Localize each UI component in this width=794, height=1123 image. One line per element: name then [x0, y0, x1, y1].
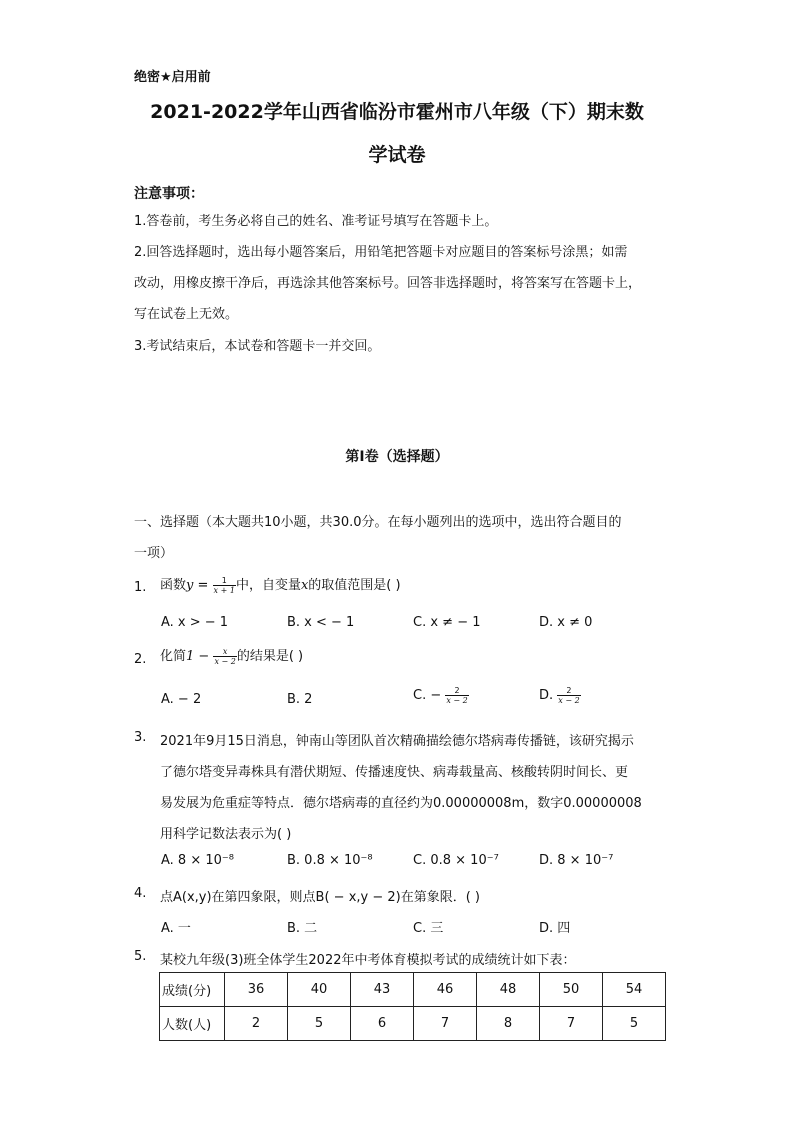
q2-d-den: x − 2 [558, 696, 580, 705]
table-cell: 7 [414, 1007, 477, 1041]
option-a: A. − 2 [161, 692, 202, 707]
question-number: 3. [134, 730, 147, 745]
table-cell: 5 [603, 1007, 666, 1041]
table-row [160, 973, 666, 1007]
q1-var-x: x [300, 578, 309, 593]
secret-label: 绝密★启用前 [134, 70, 211, 85]
q2-frac-den: x − 2 [214, 657, 236, 666]
question-3-line1: 2021年9月15日消息，钟南山等团队首次精确描绘德尔塔病毒传播链，该研究揭示 [160, 734, 634, 749]
question-3-line2: 了德尔塔变异毒株具有潜伏期短、传播速度快、病毒载量高、核酸转阴时间长、更 [160, 765, 629, 780]
q2-c-fraction [445, 686, 468, 705]
table-cell: 48 [477, 973, 540, 1007]
notice-item-2-line3: 写在试卷上无效。 [134, 307, 239, 322]
notice-item-3: 3.考试结束后，本试卷和答题卡一并交回。 [134, 339, 381, 354]
table-cell: 7 [540, 1007, 603, 1041]
q1-text-post: 的取值范围是( ) [308, 578, 401, 593]
question-number: 4. [134, 886, 147, 901]
q1-var-y: y [186, 578, 194, 593]
table-cell: 50 [540, 973, 603, 1007]
table-header-cell: 成绩(分) [160, 973, 225, 1007]
table-cell: 6 [351, 1007, 414, 1041]
option-c [413, 686, 469, 705]
table-cell: 2 [225, 1007, 288, 1041]
q1-equals: = [193, 578, 213, 593]
q2-c-num: 2 [445, 686, 468, 696]
option-d: D. x ≠ 0 [539, 615, 593, 630]
question-4-text: 点A(x,y)在第四象限，则点B( − x,y − 2)在第象限．( ) [160, 890, 480, 905]
section-intro-line2: 一项） [134, 546, 174, 561]
option-d: D. 四 [539, 921, 571, 936]
table-cell: 5 [288, 1007, 351, 1041]
table-cell: 46 [414, 973, 477, 1007]
notice-item-1: 1.答卷前，考生务必将自己的姓名、准考证号填写在答题卡上。 [134, 214, 498, 229]
table-header-cell: 人数(人) [160, 1007, 225, 1041]
question-number: 5. [134, 949, 147, 964]
notice-item-2-line2: 改动，用橡皮擦干净后，再选涂其他答案标号。回答非选择题时，将答案写在答题卡上， [134, 276, 642, 291]
option-a: A. x > − 1 [161, 615, 229, 630]
question-2-text [160, 645, 303, 666]
table-cell: 43 [351, 973, 414, 1007]
section-title: 第I卷（选择题） [345, 449, 449, 465]
question-3-line4: 用科学记数法表示为( ) [160, 827, 292, 842]
q1-frac-den: x + 1 [213, 586, 235, 595]
score-table [159, 972, 666, 1041]
q1-text-pre: 函数 [160, 578, 187, 593]
option-c: C. 三 [413, 921, 444, 936]
q2-c-label: C. − [413, 688, 446, 703]
question-5-text: 某校九年级(3)班全体学生2022年中考体育模拟考试的成绩统计如下表： [160, 953, 576, 968]
option-b: B. x < − 1 [287, 615, 355, 630]
q2-text-pre: 化简 [160, 649, 187, 664]
table-row [160, 1007, 666, 1041]
question-3-line3: 易发展为危重症等特点．德尔塔病毒的直径约为0.00000008m，数字0.00000008 [160, 796, 642, 811]
table-cell: 54 [603, 973, 666, 1007]
option-a: A. 一 [161, 921, 191, 936]
q2-d-label: D. [539, 688, 558, 703]
q2-d-num: 2 [557, 686, 580, 696]
question-number: 1. [134, 580, 147, 595]
q2-frac-num: x [213, 647, 236, 657]
table-cell: 36 [225, 973, 288, 1007]
q1-fraction [213, 576, 236, 595]
option-a: A. 8 × 10⁻⁸ [161, 853, 234, 868]
q2-lead: 1 − [186, 649, 214, 664]
option-b: B. 2 [287, 692, 313, 707]
section-intro-line1: 一、选择题（本大题共10小题，共30.0分。在每小题列出的选项中，选出符合题目的 [134, 515, 622, 530]
exam-title-line1: 2021-2022学年山西省临汾市霍州市八年级（下）期末数 [150, 101, 644, 123]
table-cell: 8 [477, 1007, 540, 1041]
q1-text-mid: 中，自变量 [235, 578, 301, 593]
q2-fraction [213, 647, 236, 666]
table-cell: 40 [288, 973, 351, 1007]
q2-d-fraction [557, 686, 580, 705]
option-b: B. 0.8 × 10⁻⁸ [287, 853, 373, 868]
q1-frac-num: 1 [213, 576, 236, 586]
q2-text-post: 的结果是( ) [236, 649, 304, 664]
option-d [539, 686, 581, 705]
option-d: D. 8 × 10⁻⁷ [539, 853, 614, 868]
option-c: C. x ≠ − 1 [413, 615, 481, 630]
question-number: 2. [134, 652, 147, 667]
notice-item-2-line1: 2.回答选择题时，选出每小题答案后，用铅笔把答题卡对应题目的答案标号涂黑；如需 [134, 245, 628, 260]
question-1-text [160, 574, 401, 595]
exam-title-line2: 学试卷 [368, 144, 426, 166]
q2-c-den: x − 2 [446, 696, 468, 705]
notice-heading: 注意事项： [134, 186, 204, 202]
option-c: C. 0.8 × 10⁻⁷ [413, 853, 499, 868]
option-b: B. 二 [287, 921, 318, 936]
